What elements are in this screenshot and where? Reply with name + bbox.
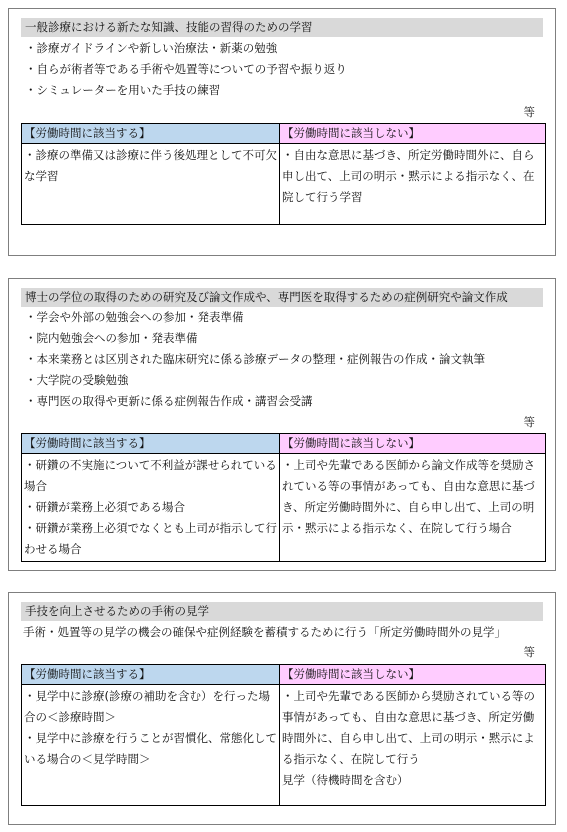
list-item: ・大学院の受験勉強 xyxy=(25,373,129,387)
list-item: ・専門医の取得や更新に係る症例報告作成・講習会受講 xyxy=(25,394,313,408)
cell-text: ・研鑽の不実施について不利益が課せられている場合 xyxy=(24,458,277,493)
cell-counts-as-working-time xyxy=(22,144,280,225)
header-counts-as-working-time: 【労働時間に該当する】 xyxy=(22,665,280,685)
list-item: ・学会や外部の勉強会への参加・発表準備 xyxy=(25,310,244,324)
cell-text: ・見学中に診療を行うことが習慣化、常態化している場合の＜見学時間＞ xyxy=(24,731,277,766)
header-not-working-time: 【労働時間に該当しない】 xyxy=(280,665,546,685)
working-time-comparison-table xyxy=(21,123,546,225)
cell-text: ・診療の準備又は診療に伴う後処理として不可欠な学習 xyxy=(24,148,277,183)
header-not-working-time: 【労働時間に該当しない】 xyxy=(280,124,546,144)
list-item: ・診療ガイドラインや新しい治療法・新薬の勉強 xyxy=(25,41,278,55)
section-description: 手術・処置等の見学の機会の確保や症例経験を蓄積するために行う「所定労働時間外の見学」 xyxy=(23,625,506,639)
cell-not-working-time xyxy=(280,454,546,562)
cell-counts-as-working-time xyxy=(22,685,280,806)
working-time-comparison-table xyxy=(21,433,546,562)
list-item: ・シミュレーターを用いた手技の練習 xyxy=(25,83,221,97)
cell-text: ・見学中に診療(診療の補助を含む）を行った場合の＜診療時間＞ xyxy=(24,689,270,724)
section-card-observation xyxy=(8,592,556,825)
working-time-comparison-table xyxy=(21,664,546,806)
section-heading: 一般診療における新たな知識、技能の習得のための学習 xyxy=(21,18,543,37)
etc-mark: 等 xyxy=(523,105,535,119)
list-item: ・本来業務とは区別された臨床研究に係る診療データの整理・症例報告の作成・論文執筆 xyxy=(25,352,485,366)
cell-text: ・研鑽が業務上必須でなくとも上司が指示して行わせる場合 xyxy=(24,521,277,556)
header-counts-as-working-time: 【労働時間に該当する】 xyxy=(22,124,280,144)
cell-text: ・研鑽が業務上必須である場合 xyxy=(24,500,185,514)
header-counts-as-working-time: 【労働時間に該当する】 xyxy=(22,434,280,454)
section-heading: 手技を向上させるための手術の見学 xyxy=(21,602,543,621)
cell-not-working-time xyxy=(280,144,546,225)
cell-text: ・自由な意思に基づき、所定労働時間外に、自ら申し出て、上司の明示・黙示による指示なく、在院して行う学習 xyxy=(282,148,535,204)
list-item: ・院内勉強会への参加・発表準備 xyxy=(25,331,198,345)
etc-mark: 等 xyxy=(523,645,535,659)
cell-text: ・上司や先輩である医師から論文作成等を奨励されている等の事情があっても、自由な意思に基づき、所定労働時間外に、自ら申し出て、上司の明示・黙示による指示なく、在院して行う場合 xyxy=(282,458,535,535)
cell-text: 見学（待機時間を含む） xyxy=(282,773,409,787)
cell-text: ・上司や先輩である医師から奨励されている等の事情があっても、自由な意思に基づき、所定労働時間外に、自ら申し出て、上司の明示・黙示による指示なく、在院して行う xyxy=(282,689,535,766)
section-card-research xyxy=(8,278,556,571)
etc-mark: 等 xyxy=(523,415,535,429)
cell-counts-as-working-time xyxy=(22,454,280,562)
example-list xyxy=(25,38,545,101)
header-not-working-time: 【労働時間に該当しない】 xyxy=(280,434,546,454)
section-card-self-study xyxy=(8,8,556,256)
section-heading: 博士の学位の取得のための研究及び論文作成や、専門医を取得するための症例研究や論文作成 xyxy=(21,288,543,307)
cell-not-working-time xyxy=(280,685,546,806)
list-item: ・自らが術者等である手術や処置等についての予習や振り返り xyxy=(25,62,347,76)
example-list xyxy=(25,307,545,412)
